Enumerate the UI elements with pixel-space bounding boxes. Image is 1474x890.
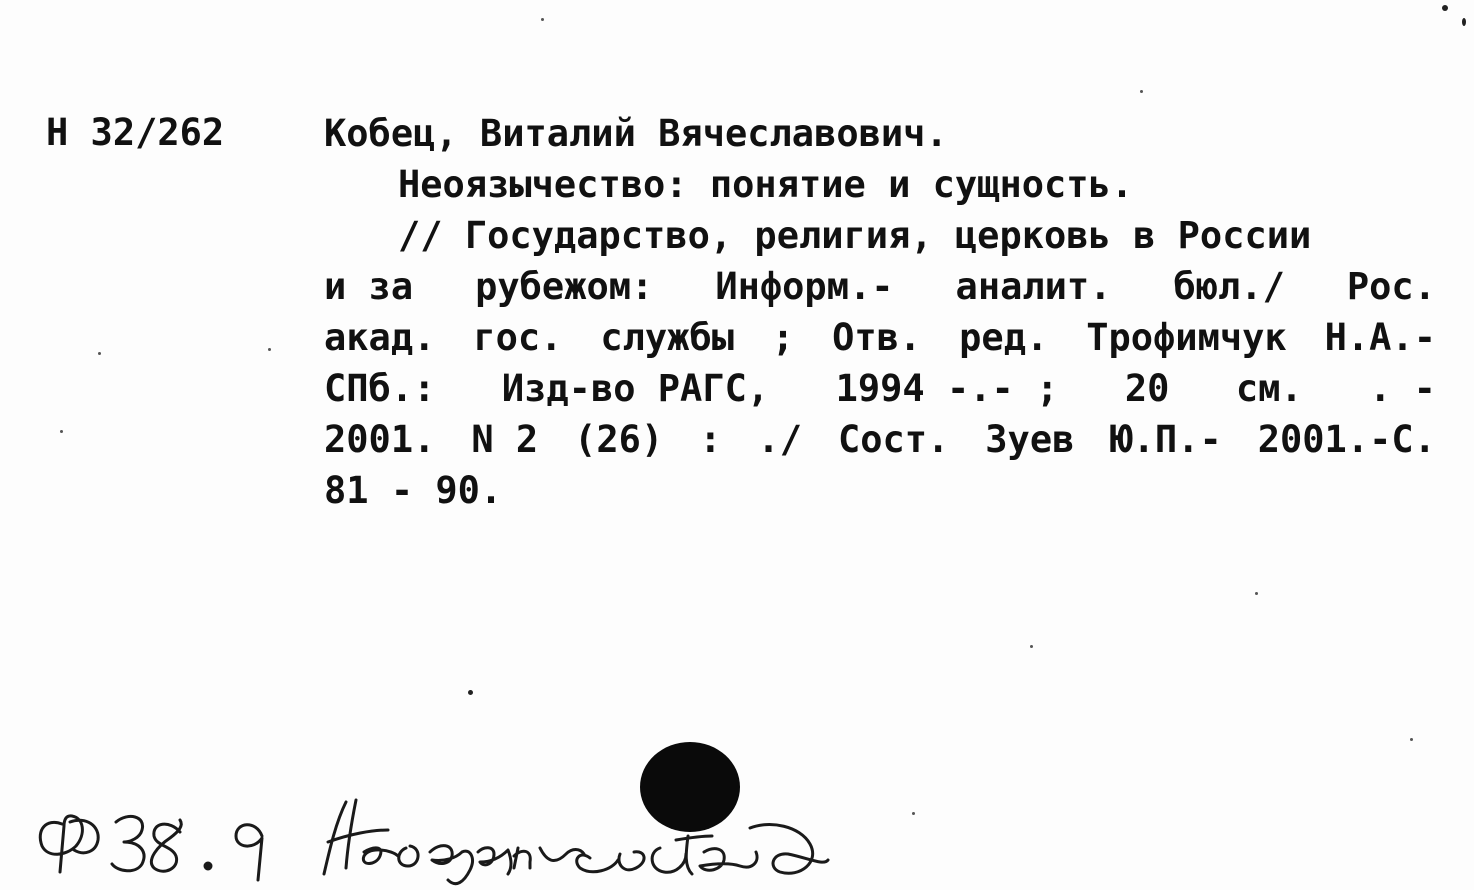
- author-heading: Кобец, Виталий Вячеславович.: [324, 112, 948, 155]
- title-line: Неоязычество: понятие и сущность.: [398, 163, 1134, 206]
- bibliographic-record: [324, 108, 1436, 516]
- scan-speck: [60, 430, 63, 433]
- source-line-4: СПб.: Изд-во РАГС, 1994 -.- ; 20 см. . -: [324, 367, 1436, 410]
- scan-speck: [1140, 90, 1143, 93]
- scan-speck: [1030, 645, 1033, 648]
- scan-speck: [1462, 18, 1466, 26]
- source-line-5: 2001. N 2 (26) : ./ Сост. Зуев Ю.П.- 2001.-С.: [324, 418, 1436, 461]
- shelfmark: Н 32/262: [46, 111, 225, 154]
- pages-line: 81 - 90.: [324, 469, 503, 512]
- scan-speck: [268, 348, 271, 351]
- punch-hole: [640, 742, 740, 832]
- scan-speck: [468, 690, 473, 695]
- scan-speck: [98, 352, 101, 355]
- source-line-3: акад. гос. службы ; Отв. ред. Трофимчук Н.А.-: [324, 316, 1436, 359]
- scan-speck: [1442, 5, 1448, 11]
- source-line-1: // Государство, религия, церковь в России: [398, 214, 1312, 257]
- scan-speck: [541, 18, 544, 21]
- scan-speck: [1410, 738, 1413, 741]
- source-line-2: и за рубежом: Информ.- аналит. бюл./ Рос.: [324, 265, 1436, 308]
- scan-speck: [912, 812, 915, 815]
- scan-speck: [1255, 592, 1258, 595]
